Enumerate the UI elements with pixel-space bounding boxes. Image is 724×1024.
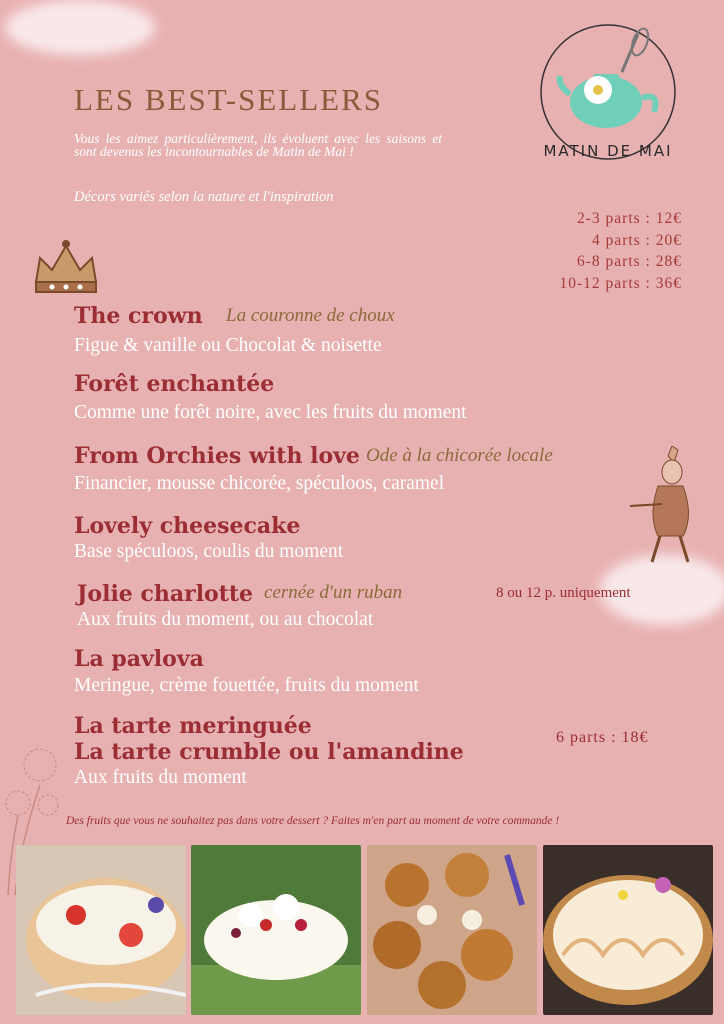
- price-line: 2-3 parts : 12€: [577, 210, 682, 227]
- item-name: La pavlova: [74, 646, 204, 672]
- footer-note: Des fruits que vous ne souhaitez pas dans votre dessert ? Faites m'en part au moment de votre commande !: [66, 815, 560, 827]
- item-description: Aux fruits du moment, ou au chocolat: [77, 609, 374, 630]
- item-note: 6 parts : 18€: [556, 729, 649, 746]
- price-list: [560, 208, 682, 294]
- item-description: Figue & vanille ou Chocolat & noisette: [74, 335, 382, 356]
- item-subtitle: Ode à la chicorée locale: [366, 445, 553, 466]
- choux-crown-photo: [367, 845, 537, 1015]
- item-description: Base spéculoos, coulis du moment: [74, 541, 344, 562]
- item-description: Aux fruits du moment: [74, 767, 247, 788]
- price-line: 10-12 parts : 36€: [559, 274, 682, 292]
- item-subtitle: La couronne de choux: [226, 305, 395, 326]
- intro-text: Vous les aimez particulièrement, ils évoluent avec les saisons et sont devenus les incontournables de Matin de Mai !: [74, 131, 442, 159]
- item-name: From Orchies with love: [74, 443, 360, 469]
- item-name: La tarte meringuée: [74, 713, 312, 739]
- page-title: LES BEST-SELLERS: [74, 82, 384, 117]
- item-name-secondary: La tarte crumble ou l'amandine: [74, 739, 464, 765]
- crown-icon: [30, 238, 102, 300]
- rabbit-icon: [628, 446, 708, 566]
- teapot-whisk-icon: [538, 22, 678, 162]
- cloud-decoration: [5, 0, 155, 55]
- pavlova-photo: [191, 845, 361, 1015]
- price-line: 6-8 parts : 28€: [577, 253, 682, 270]
- item-name: Jolie charlotte: [77, 581, 254, 607]
- item-name: The crown: [74, 303, 203, 329]
- item-description: Financier, mousse chicorée, spéculoos, caramel: [74, 473, 445, 494]
- charlotte-photo: [16, 845, 186, 1015]
- price-line: 4 parts : 20€: [591, 231, 682, 249]
- item-note: 8 ou 12 p. uniquement: [496, 585, 631, 601]
- brand-name: MATIN DE MAI: [543, 142, 673, 160]
- item-subtitle: cernée d'un ruban: [264, 582, 403, 603]
- meringue-tart-photo: [543, 845, 713, 1015]
- decor-text: Décors variés selon la nature et l'inspiration: [74, 189, 334, 205]
- item-description: Comme une forêt noire, avec les fruits du moment: [74, 402, 467, 423]
- item-description: Meringue, crème fouettée, fruits du moment: [74, 675, 419, 696]
- item-name: Forêt enchantée: [74, 371, 275, 397]
- item-name: Lovely cheesecake: [74, 513, 301, 539]
